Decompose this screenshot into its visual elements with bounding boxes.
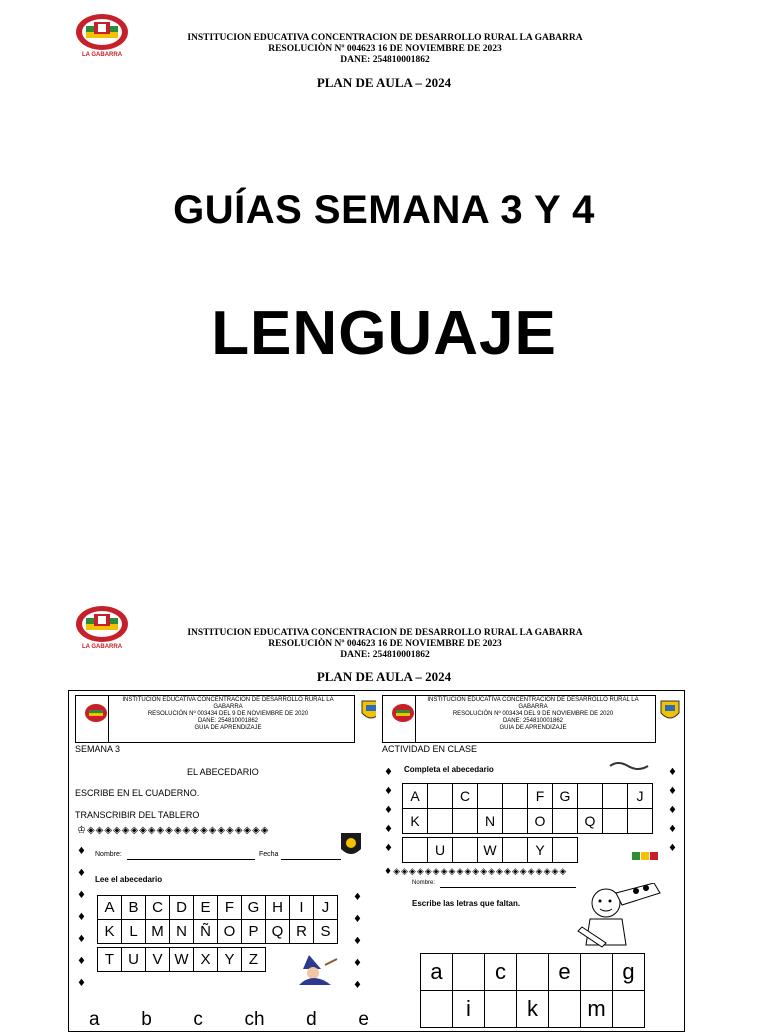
school-name: INSTITUCION EDUCATIVA CONCENTRACION DE DESARROLLO RURAL LA GABARRA bbox=[187, 33, 583, 43]
lowercase-letter: c bbox=[193, 1009, 203, 1030]
date-line bbox=[281, 859, 341, 860]
letter-cell: c bbox=[485, 954, 517, 991]
logo-caption: LA GABARRA bbox=[81, 52, 123, 58]
letter-cell: T bbox=[98, 948, 122, 972]
mini-hdr-line1: INSTITUCION EDUCATIVA CONCENTRACION DE DESARROLLO RURAL LA bbox=[122, 697, 334, 703]
letter-cell: O bbox=[218, 920, 242, 944]
mini-hdr-line4: DANE: 254810001862 bbox=[197, 718, 259, 724]
letter-cell bbox=[478, 784, 503, 809]
letter-cell: m bbox=[581, 991, 613, 1028]
plan-title-2: PLAN DE AULA – 2024 bbox=[316, 669, 452, 684]
letter-cell: C bbox=[146, 896, 170, 920]
name-label: Nombre: bbox=[412, 880, 436, 886]
mini-hdr-line2: GABARRA bbox=[213, 704, 243, 710]
missing-letters-label: Escribe las letras que faltan. bbox=[412, 899, 521, 908]
complete-grid-row3 bbox=[402, 837, 578, 863]
letter-cell bbox=[485, 991, 517, 1028]
letter-cell bbox=[503, 838, 528, 863]
letter-cell: F bbox=[218, 896, 242, 920]
cover-title: GUÍAS SEMANA 3 Y 4 bbox=[173, 188, 595, 232]
ornament-column-right: ♦ ♦ ♦ ♦ ♦ bbox=[353, 892, 362, 991]
lowercase-letter: e bbox=[358, 1009, 369, 1030]
letter-cell bbox=[517, 954, 549, 991]
letter-cell bbox=[403, 838, 428, 863]
mini-hdr-line3: RESOLUCIÓN Nº 003434 DEL 9 DE NOVIEMBRE DE 2020 bbox=[147, 711, 309, 717]
letter-cell bbox=[628, 809, 653, 834]
letter-cell: F bbox=[528, 784, 553, 809]
school-logo bbox=[72, 10, 132, 64]
letter-cell bbox=[453, 838, 478, 863]
letter-cell: X bbox=[194, 948, 218, 972]
letter-cell bbox=[421, 991, 453, 1028]
letter-cell bbox=[453, 954, 485, 991]
mini-logo-icon bbox=[391, 702, 415, 733]
letter-cell: Ñ bbox=[194, 920, 218, 944]
name-line bbox=[440, 887, 576, 888]
letter-cell: N bbox=[478, 809, 503, 834]
letter-cell bbox=[503, 784, 528, 809]
lowercase-letter: d bbox=[306, 1009, 317, 1030]
complete-grid bbox=[402, 783, 653, 834]
letter-cell: Z bbox=[242, 948, 266, 972]
lowercase-letter: a bbox=[89, 1009, 100, 1030]
week-label: SEMANA 3 bbox=[75, 744, 121, 754]
letter-cell: D bbox=[170, 896, 194, 920]
letter-cell: J bbox=[628, 784, 653, 809]
lowercase-row bbox=[89, 1009, 369, 1031]
letter-cell bbox=[549, 991, 581, 1028]
complete-row-2 bbox=[403, 809, 653, 834]
worksheet-header-box bbox=[75, 695, 355, 743]
dane-code: DANE: 254810001862 bbox=[340, 55, 430, 65]
letter-cell bbox=[553, 809, 578, 834]
alphabet-row-2 bbox=[98, 920, 338, 944]
letter-cell: E bbox=[194, 896, 218, 920]
missing-row-1 bbox=[421, 954, 645, 991]
ornament-column-right: ♦ ♦ ♦ ♦ ♦ bbox=[668, 767, 677, 854]
logo-caption-2: LA GABARRA bbox=[81, 644, 123, 650]
missing-letters-grid bbox=[420, 953, 645, 1028]
name-label: Nombre: bbox=[95, 851, 122, 858]
resolution-2: RESOLUCIÒN Nº 004623 16 DE NOVIEMBRE DE 2023 bbox=[268, 639, 502, 649]
letter-cell: G bbox=[242, 896, 266, 920]
letter-cell bbox=[581, 954, 613, 991]
mini-hdr-line1: INSTITUCION EDUCATIVA CONCENTRACION DE DESARROLLO RURAL LA bbox=[427, 697, 639, 703]
ornament-column-left: ♦ ♦ ♦ ♦ ♦ bbox=[384, 767, 393, 854]
letter-cell: i bbox=[453, 991, 485, 1028]
letter-cell bbox=[603, 784, 628, 809]
letter-cell: V bbox=[146, 948, 170, 972]
letter-cell: Y bbox=[218, 948, 242, 972]
resolution: RESOLUCIÒN Nº 004623 16 DE NOVIEMBRE DE 2023 bbox=[268, 44, 502, 54]
letter-cell bbox=[428, 809, 453, 834]
letter-cell: k bbox=[517, 991, 549, 1028]
letter-cell: A bbox=[98, 896, 122, 920]
mini-hdr-line4: DANE: 254810001862 bbox=[502, 718, 564, 724]
wizard-illustration-icon bbox=[295, 951, 339, 990]
scribble-decoration-icon bbox=[608, 759, 652, 777]
alphabet-grid-row3 bbox=[97, 947, 266, 972]
letter-cell: Q bbox=[266, 920, 290, 944]
school-name-2: INSTITUCION EDUCATIVA CONCENTRACION DE DESARROLLO RURAL LA GABARRA bbox=[187, 628, 583, 638]
letter-cell: Y bbox=[528, 838, 553, 863]
mini-logo-icon bbox=[84, 702, 108, 733]
badge-icon bbox=[339, 831, 363, 864]
letter-cell bbox=[613, 991, 645, 1028]
letter-cell bbox=[503, 809, 528, 834]
ornament-row: ♔◈◈◈◈◈◈◈◈◈◈◈◈◈◈◈◈◈◈◈◈◈ bbox=[77, 825, 270, 836]
letter-cell bbox=[603, 809, 628, 834]
letter-cell: C bbox=[453, 784, 478, 809]
letter-cell: K bbox=[98, 920, 122, 944]
lowercase-letter: ch bbox=[244, 1009, 265, 1030]
letter-cell bbox=[428, 784, 453, 809]
plan-title: PLAN DE AULA – 2024 bbox=[316, 75, 452, 90]
mini-hdr-line2: GABARRA bbox=[518, 704, 548, 710]
letter-cell: W bbox=[170, 948, 194, 972]
date-label: Fecha bbox=[259, 851, 279, 858]
letter-cell: U bbox=[122, 948, 146, 972]
letter-cell: P bbox=[242, 920, 266, 944]
instruction-2: TRANSCRIBIR DEL TABLERO bbox=[75, 810, 200, 820]
letter-cell: N bbox=[170, 920, 194, 944]
coat-of-arms-icon bbox=[658, 697, 682, 730]
letter-cell: G bbox=[553, 784, 578, 809]
letter-cell: J bbox=[314, 896, 338, 920]
complete-row-3 bbox=[403, 838, 578, 863]
alphabet-row-1 bbox=[98, 896, 338, 920]
child-with-pencil-icon bbox=[576, 883, 662, 954]
letter-cell bbox=[453, 809, 478, 834]
lowercase-letter: b bbox=[141, 1009, 152, 1030]
mini-hdr-line5: GUIA DE APRENDIZAJE bbox=[499, 725, 567, 731]
letter-cell: g bbox=[613, 954, 645, 991]
missing-row-2 bbox=[421, 991, 645, 1028]
letter-cell: B bbox=[122, 896, 146, 920]
worksheet-header-box-right bbox=[382, 695, 656, 743]
alphabet-grid bbox=[97, 895, 338, 944]
topic-label: EL ABECEDARIO bbox=[187, 767, 259, 777]
ornament-row: ♦◈◈◈◈◈◈◈◈◈◈◈◈◈◈◈◈◈◈◈◈◈◈ bbox=[384, 867, 568, 877]
mini-hdr-line3: RESOLUCIÓN Nº 003434 DEL 9 DE NOVIEMBRE DE 2020 bbox=[452, 711, 614, 717]
name-line bbox=[127, 859, 255, 860]
letter-cell: H bbox=[266, 896, 290, 920]
letter-cell: I bbox=[290, 896, 314, 920]
school-logo-2 bbox=[72, 602, 132, 656]
letter-cell: W bbox=[478, 838, 503, 863]
dane-code-2: DANE: 254810001862 bbox=[340, 650, 430, 660]
letter-cell: O bbox=[528, 809, 553, 834]
instruction-1: ESCRIBE EN EL CUADERNO. bbox=[75, 788, 200, 798]
read-alphabet-label: Lee el abecedario bbox=[95, 875, 163, 884]
letter-cell: M bbox=[146, 920, 170, 944]
letter-cell bbox=[578, 784, 603, 809]
letter-cell: Q bbox=[578, 809, 603, 834]
worksheet-left bbox=[68, 690, 378, 1032]
letter-cell: R bbox=[290, 920, 314, 944]
letter-cell: A bbox=[403, 784, 428, 809]
letter-cell: U bbox=[428, 838, 453, 863]
letter-cell: L bbox=[122, 920, 146, 944]
complete-row-1 bbox=[403, 784, 653, 809]
mini-hdr-line5: GUIA DE APRENDIZAJE bbox=[194, 725, 262, 731]
small-flags-icon bbox=[632, 849, 658, 867]
letter-cell bbox=[553, 838, 578, 863]
ornament-column-left: ♦ ♦ ♦ ♦ ♦ ♦ ♦ bbox=[77, 846, 86, 989]
complete-label: Completa el abecedario bbox=[404, 765, 494, 774]
letter-cell: a bbox=[421, 954, 453, 991]
worksheet-right bbox=[376, 690, 685, 1032]
letter-cell: K bbox=[403, 809, 428, 834]
letter-cell: S bbox=[314, 920, 338, 944]
activity-label: ACTIVIDAD EN CLASE bbox=[382, 744, 478, 754]
alphabet-row-3 bbox=[98, 948, 266, 972]
cover-subject: LENGUAJE bbox=[211, 299, 557, 368]
letter-cell: e bbox=[549, 954, 581, 991]
